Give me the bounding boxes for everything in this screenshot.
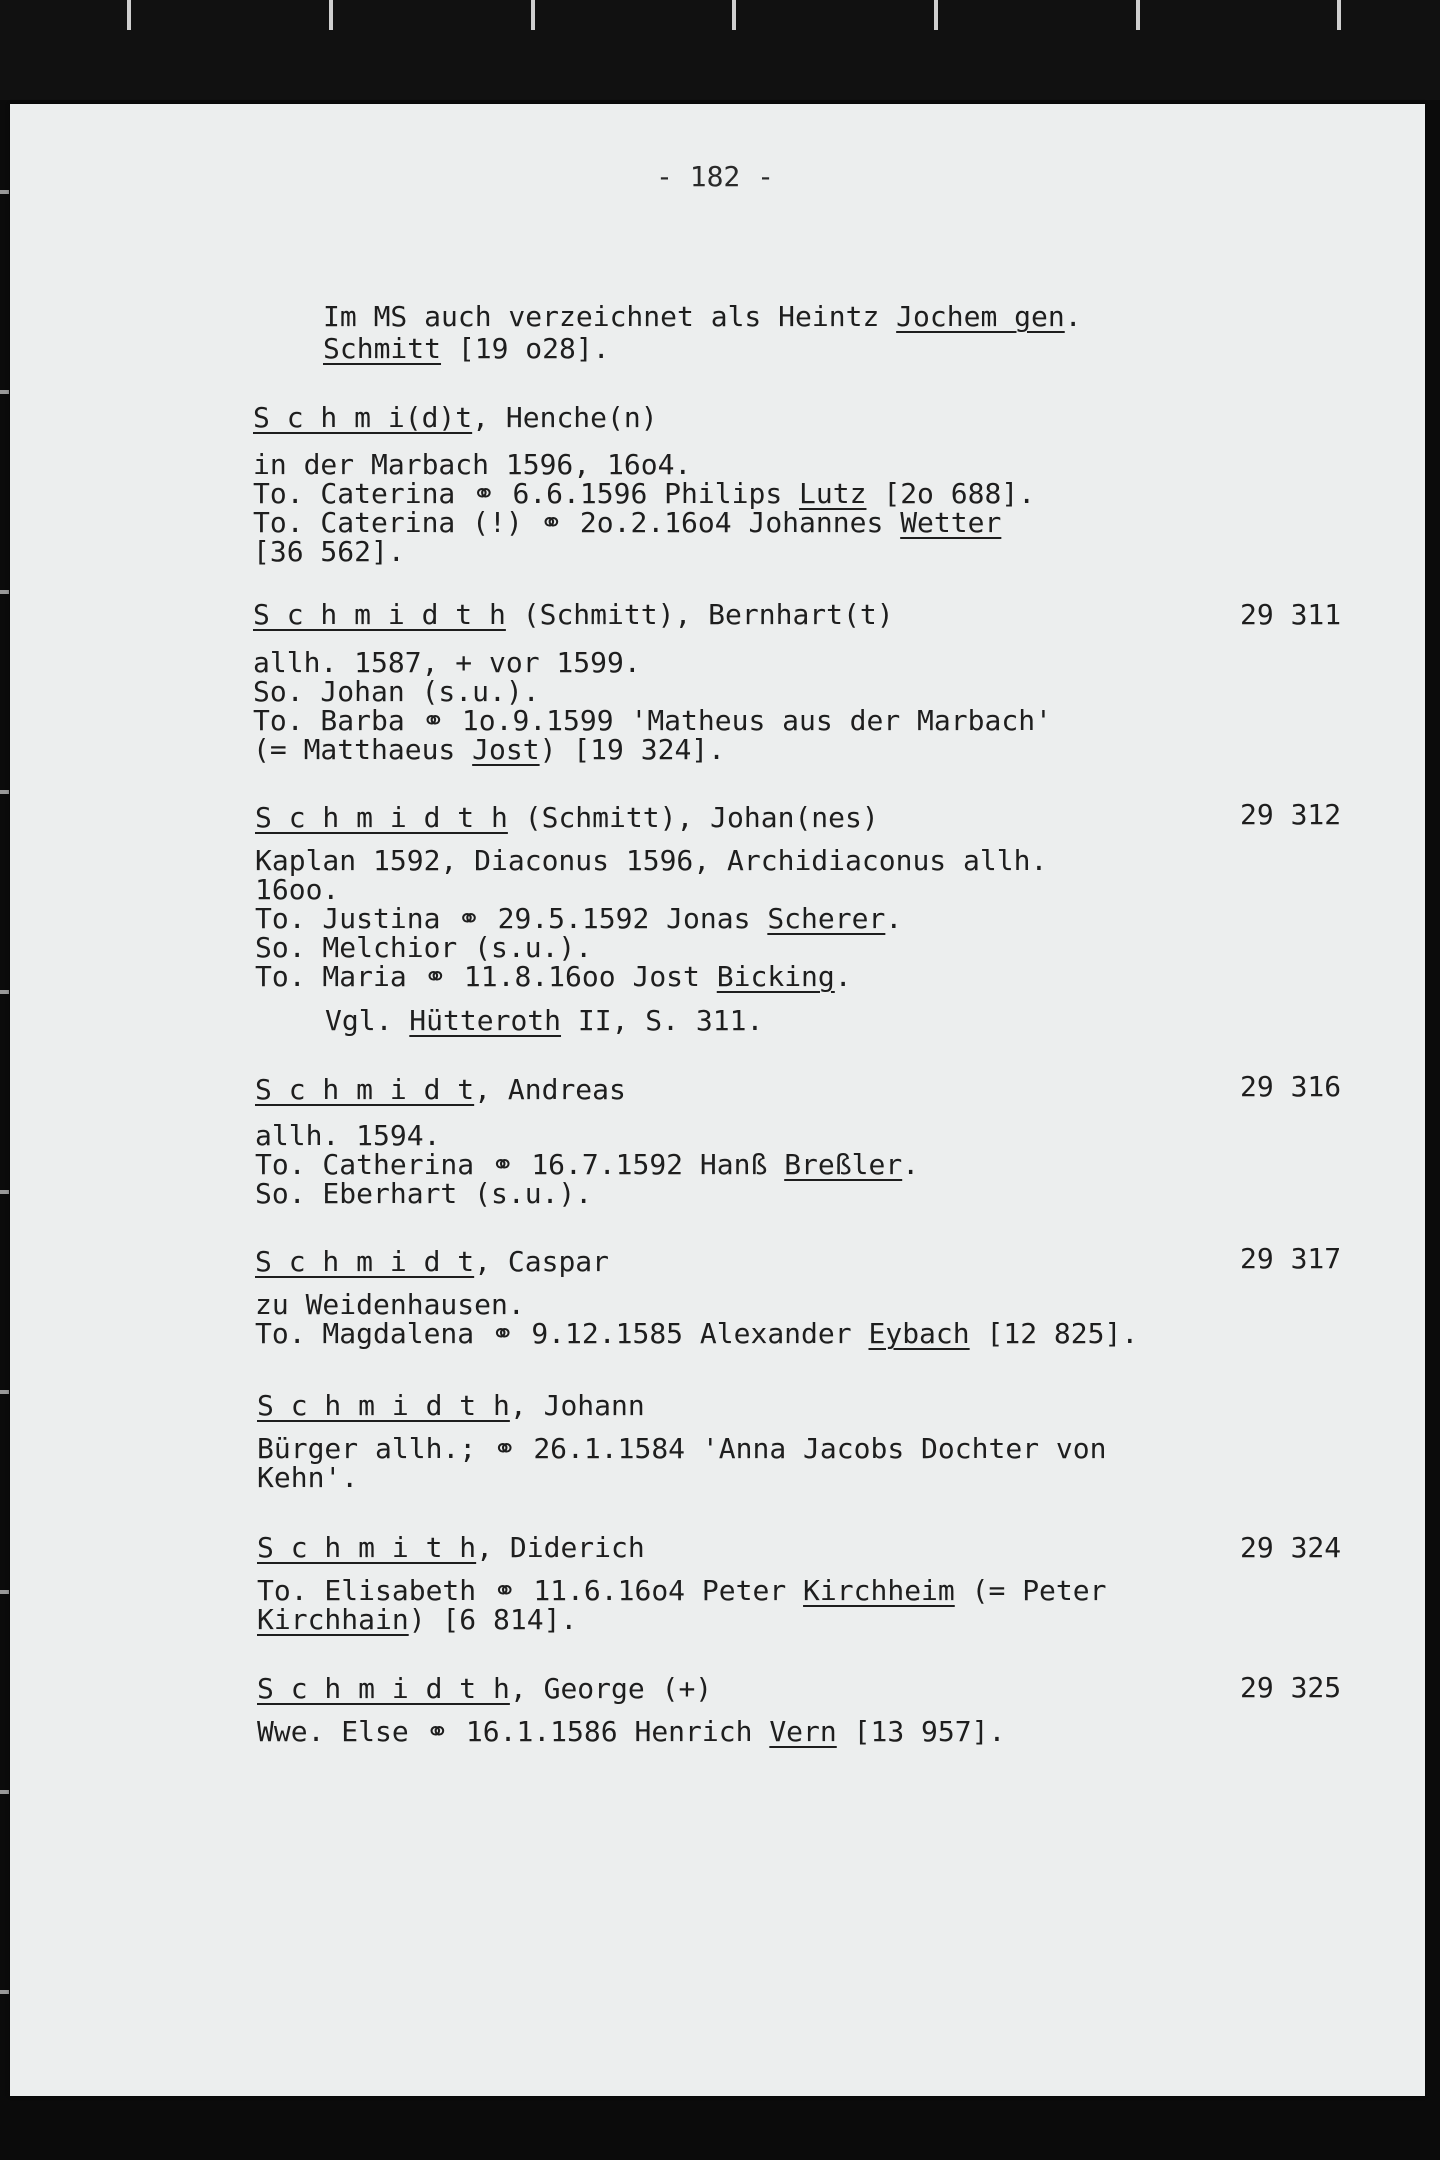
film-tick-mark [1136, 0, 1140, 30]
entry-surname: S c h m i d t [255, 1073, 475, 1106]
entry-heading: S c h m i d t h, Johann [257, 1389, 645, 1422]
film-edge-mark [0, 1190, 9, 1194]
entry-line: [36 562]. [253, 535, 405, 568]
entry-surname: S c h m i d t h [253, 598, 506, 631]
entry-number: 29 317 [1240, 1242, 1342, 1275]
entry-line: Vgl. Hütteroth II, S. 311. [325, 1004, 764, 1037]
film-strip-top [0, 0, 1440, 100]
entry-heading: S c h m i d t, Caspar [255, 1245, 610, 1278]
film-tick-mark [329, 0, 333, 30]
entry-line: So. Johan (s.u.). [253, 675, 540, 708]
surname-ref: Kirchhain [257, 1603, 409, 1636]
entry-line: To. Barba ⚭ 1o.9.1599 'Matheus aus der Marbach' [253, 704, 1052, 737]
surname-ref: Jochem gen [896, 300, 1065, 333]
entry-line: Kirchhain) [6 814]. [257, 1603, 578, 1636]
entry-number: 29 311 [1240, 598, 1342, 631]
entry-line: To. Elisabeth ⚭ 11.6.16o4 Peter Kirchheim (= Peter [257, 1574, 1107, 1607]
document-page [10, 104, 1425, 2096]
entry-line: allh. 1594. [255, 1119, 441, 1152]
film-tick-mark [127, 0, 131, 30]
entry-line: To. Catherina ⚭ 16.7.1592 Hanß Breßler. [255, 1148, 920, 1181]
surname-ref: Schmitt [323, 332, 442, 365]
entry-surname: S c h m i(d)t [253, 401, 473, 434]
intro-line: Im MS auch verzeichnet als Heintz Jochem gen. [323, 300, 1082, 333]
surname-ref: Wetter [900, 506, 1002, 539]
entry-line: To. Caterina (!) ⚭ 2o.2.16o4 Johannes Wetter [253, 506, 1002, 539]
surname-ref: Lutz [799, 477, 867, 510]
entry-line: zu Weidenhausen. [255, 1288, 525, 1321]
entry-surname: S c h m i d t h [255, 801, 508, 834]
surname-ref: Jost [472, 733, 540, 766]
surname-ref: Vern [769, 1715, 837, 1748]
entry-heading: S c h m i d t h (Schmitt), Johan(nes) [255, 801, 879, 834]
page-number: - 182 - [656, 160, 775, 193]
film-tick-mark [531, 0, 535, 30]
entry-surname: S c h m i d t h [257, 1672, 510, 1705]
surname-ref: Scherer [767, 902, 886, 935]
film-edge-mark [0, 390, 9, 394]
entry-heading: S c h m i d t h, George (+) [257, 1672, 713, 1705]
entry-line: To. Caterina ⚭ 6.6.1596 Philips Lutz [2o 688]. [253, 477, 1036, 510]
surname-ref: Bicking [716, 960, 835, 993]
entry-line: Kehn'. [257, 1461, 359, 1494]
film-edge-mark [0, 1990, 9, 1994]
film-tick-mark [732, 0, 736, 30]
surname-ref: Breßler [784, 1148, 903, 1181]
entry-line: Wwe. Else ⚭ 16.1.1586 Henrich Vern [13 957]. [257, 1715, 1006, 1748]
entry-line: allh. 1587, + vor 1599. [253, 646, 641, 679]
film-edge-mark [0, 1390, 9, 1394]
film-edge-mark [0, 590, 9, 594]
entry-line: 16oo. [255, 873, 340, 906]
entry-surname: S c h m i d t [255, 1245, 475, 1278]
entry-number: 29 312 [1240, 798, 1342, 831]
entry-line: So. Eberhart (s.u.). [255, 1177, 593, 1210]
entry-heading: S c h m i t h, Diderich [257, 1531, 645, 1564]
surname-ref: Eybach [868, 1317, 970, 1350]
entry-line: Bürger allh.; ⚭ 26.1.1584 'Anna Jacobs Dochter von [257, 1432, 1107, 1465]
film-edge-mark [0, 790, 9, 794]
film-edge-mark [0, 990, 9, 994]
intro-line: Schmitt [19 o28]. [323, 332, 610, 365]
entry-line: To. Magdalena ⚭ 9.12.1585 Alexander Eybach [12 825]. [255, 1317, 1139, 1350]
entry-heading: S c h m i(d)t, Henche(n) [253, 401, 658, 434]
entry-line: (= Matthaeus Jost) [19 324]. [253, 733, 726, 766]
surname-ref: Kirchheim [803, 1574, 955, 1607]
surname-ref: Hütteroth [409, 1004, 562, 1037]
entry-heading: S c h m i d t h (Schmitt), Bernhart(t) [253, 598, 894, 631]
entry-surname: S c h m i t h [257, 1531, 477, 1564]
film-edge-mark [0, 1590, 9, 1594]
film-edge-mark [0, 190, 9, 194]
entry-line: So. Melchior (s.u.). [255, 931, 593, 964]
film-tick-mark [1337, 0, 1341, 30]
entry-line: To. Justina ⚭ 29.5.1592 Jonas Scherer. [255, 902, 903, 935]
entry-line: in der Marbach 1596, 16o4. [253, 448, 692, 481]
film-edge-mark [0, 1790, 9, 1794]
entry-number: 29 325 [1240, 1671, 1342, 1704]
entry-line: To. Maria ⚭ 11.8.16oo Jost Bicking. [255, 960, 852, 993]
film-tick-mark [934, 0, 938, 30]
entry-surname: S c h m i d t h [257, 1389, 510, 1422]
entry-line: Kaplan 1592, Diaconus 1596, Archidiaconus allh. [255, 844, 1048, 877]
entry-number: 29 316 [1240, 1070, 1342, 1103]
entry-number: 29 324 [1240, 1531, 1342, 1564]
entry-heading: S c h m i d t, Andreas [255, 1073, 626, 1106]
